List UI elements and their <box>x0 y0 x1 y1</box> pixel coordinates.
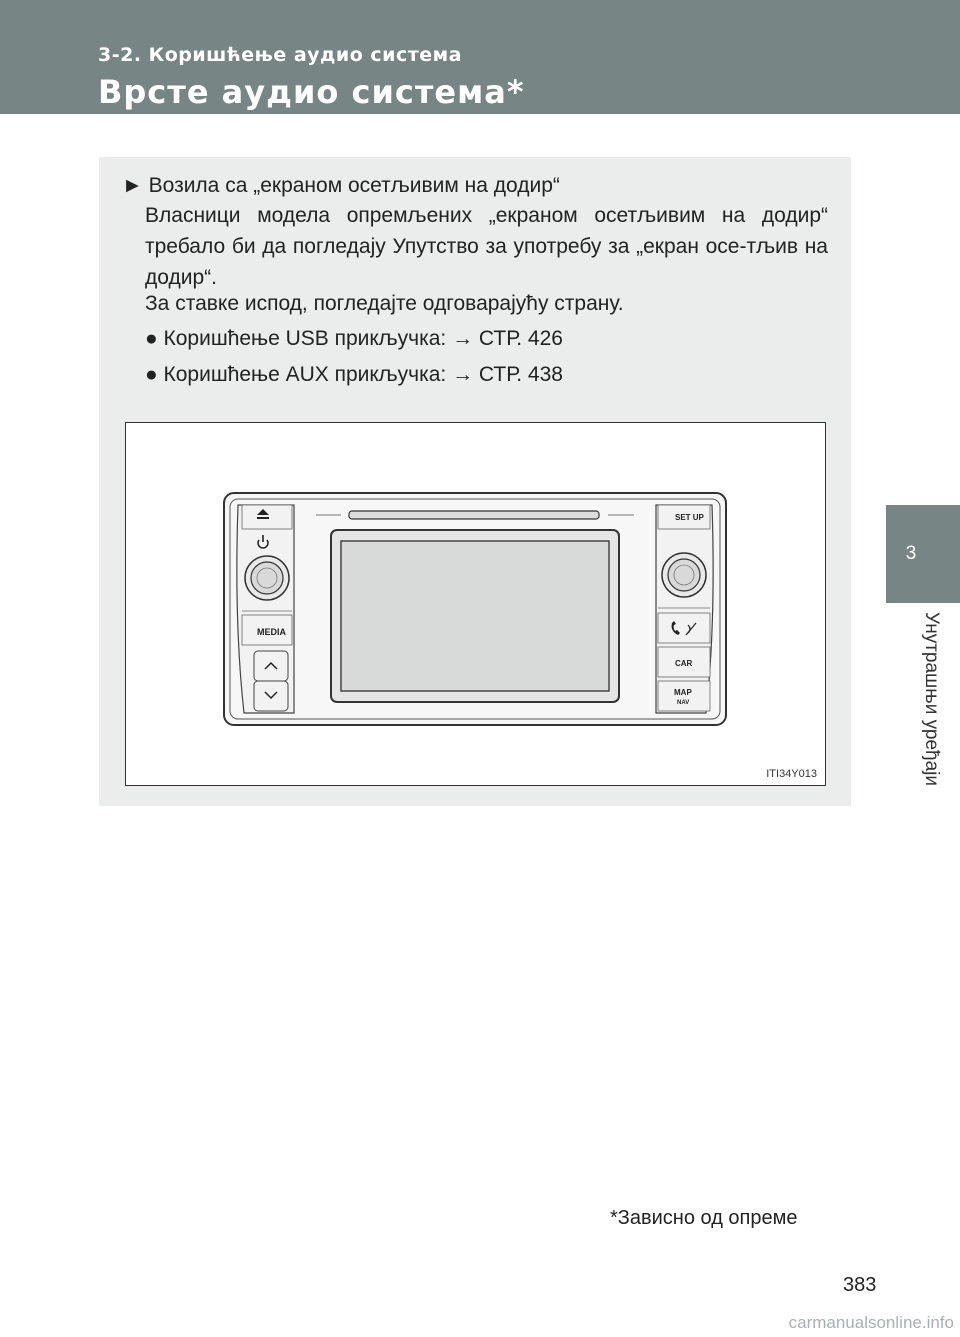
nav-label: NAV <box>677 700 690 706</box>
media-button[interactable] <box>242 615 292 645</box>
chapter-tab[interactable] <box>886 505 960 603</box>
setup-label: SET UP <box>675 513 704 522</box>
content-heading: ► Возила са „екраном осетљивим на додир“ <box>122 174 560 197</box>
car-button[interactable] <box>658 647 710 677</box>
content-paragraph: Власници модела опремљених „екраном осетљивим на додир“ требало би да погледају Упутство за употребу за „екран осе-тљив на додир“. <box>145 204 828 289</box>
tune-knob[interactable] <box>662 553 706 597</box>
header-bar <box>0 0 960 114</box>
content-note: За ставке испод, погледајте одговарајућу страну. <box>145 292 624 315</box>
eject-button[interactable] <box>242 505 292 529</box>
map-nav-button[interactable] <box>658 681 710 711</box>
setup-button[interactable] <box>658 505 710 529</box>
footnote: *Зависно од опреме <box>610 1207 798 1229</box>
car-label: CAR <box>675 659 693 668</box>
page-title: Врсте аудио система* <box>98 73 525 111</box>
seek-down-button[interactable] <box>254 681 288 711</box>
touch-screen[interactable] <box>341 541 609 691</box>
figure-code: ITI34Y013 <box>766 768 817 780</box>
section-title: 3-2. Коришћење аудио система <box>98 44 462 66</box>
watermark: carmanualsonline.info <box>788 1313 954 1332</box>
chapter-label <box>922 612 942 822</box>
chapter-label-text: Унутрашњи уређаји <box>921 612 942 787</box>
seek-up-button[interactable] <box>254 651 288 681</box>
bullet-aux: ● Коришћење AUX прикључка: → СТР. 438 <box>145 363 563 386</box>
disc-slot <box>349 511 599 519</box>
bullet-usb: ● Коришћење USB прикључка: → СТР. 426 <box>145 327 563 350</box>
audio-unit-figure <box>125 422 826 786</box>
media-label: MEDIA <box>257 627 286 637</box>
phone-button[interactable] <box>658 613 710 643</box>
page-number: 383 <box>843 1274 877 1296</box>
map-label: MAP <box>674 688 692 697</box>
audio-unit-illustration <box>126 423 825 785</box>
chapter-number: 3 <box>905 543 917 564</box>
